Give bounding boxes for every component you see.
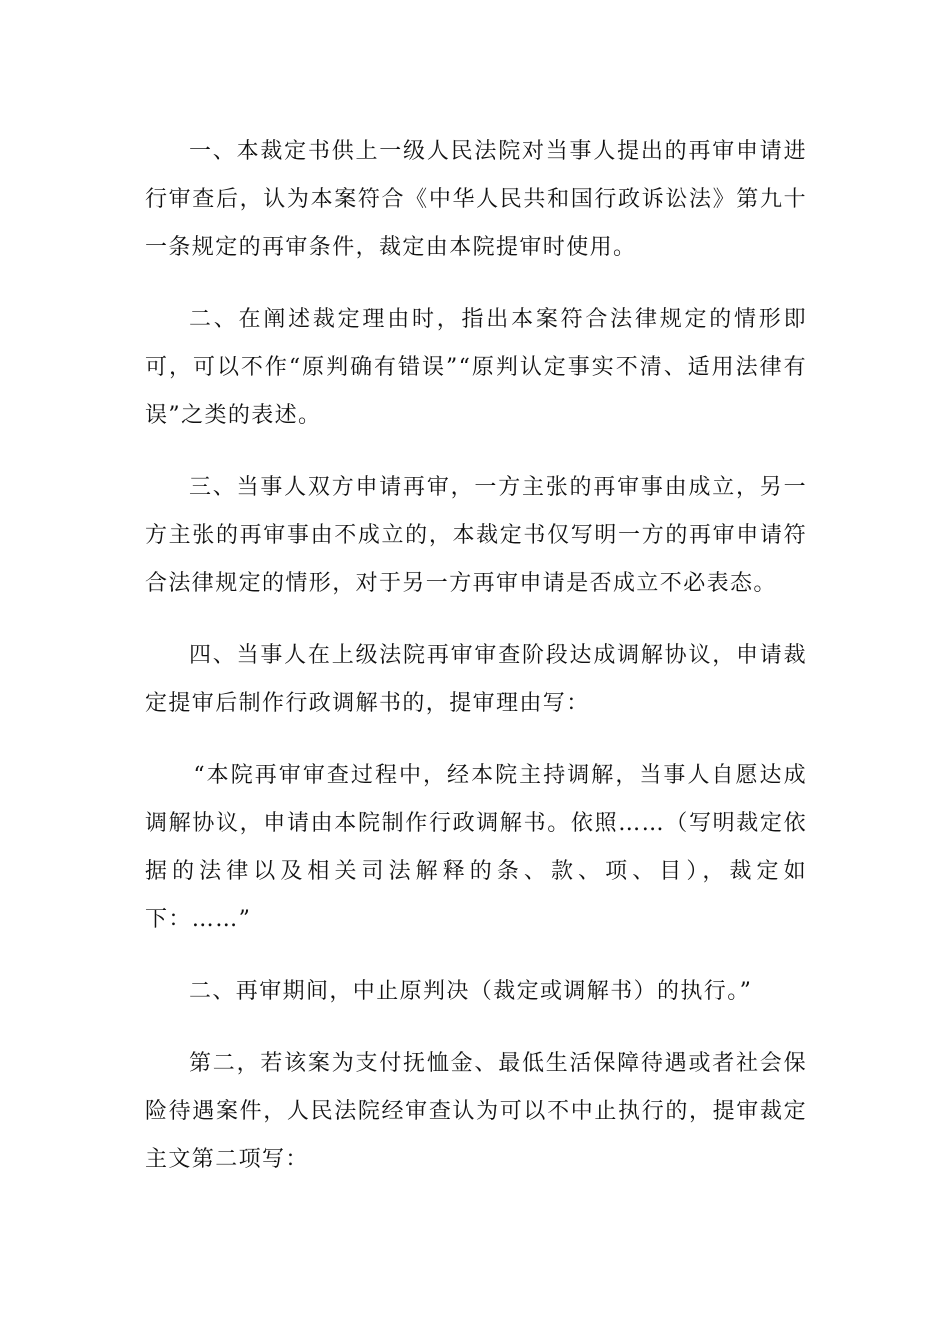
document-body [145,128,807,1208]
paragraph-5-quote: “本院再审审查过程中，经本院主持调解，当事人自愿达成调解协议，申请由本院制作行政调解书。依照……（写明裁定依据的法律以及相关司法解释的条、款、项、目），裁定如下：……” [145,763,807,932]
paragraph-7: 第二，若该案为支付抚恤金、最低生活保障待遇或者社会保险待遇案件，人民法院经审查认为可以不中止执行的，提审裁定主文第二项写： [145,1051,807,1172]
paragraph-6: 二、再审期间，中止原判决（裁定或调解书）的执行。” [189,979,753,1004]
paragraph-2: 二、在阐述裁定理由时，指出本案符合法律规定的情形即可，可以不作“原判确有错误”“原判认定事实不清、适用法律有误”之类的表述。 [145,307,807,428]
paragraph-3: 三、当事人双方申请再审，一方主张的再审事由成立，另一方主张的再审事由不成立的，本裁定书仅写明一方的再审申请符合法律规定的情形，对于另一方再审申请是否成立不必表态。 [145,475,807,596]
paragraph-4: 四、当事人在上级法院再审审查阶段达成调解协议，申请裁定提审后制作行政调解书的，提审理由写： [145,643,807,716]
paragraph-1: 一、本裁定书供上一级人民法院对当事人提出的再审申请进行审查后，认为本案符合《中华人民共和国行政诉讼法》第九十一条规定的再审条件，裁定由本院提审时使用。 [145,139,807,260]
